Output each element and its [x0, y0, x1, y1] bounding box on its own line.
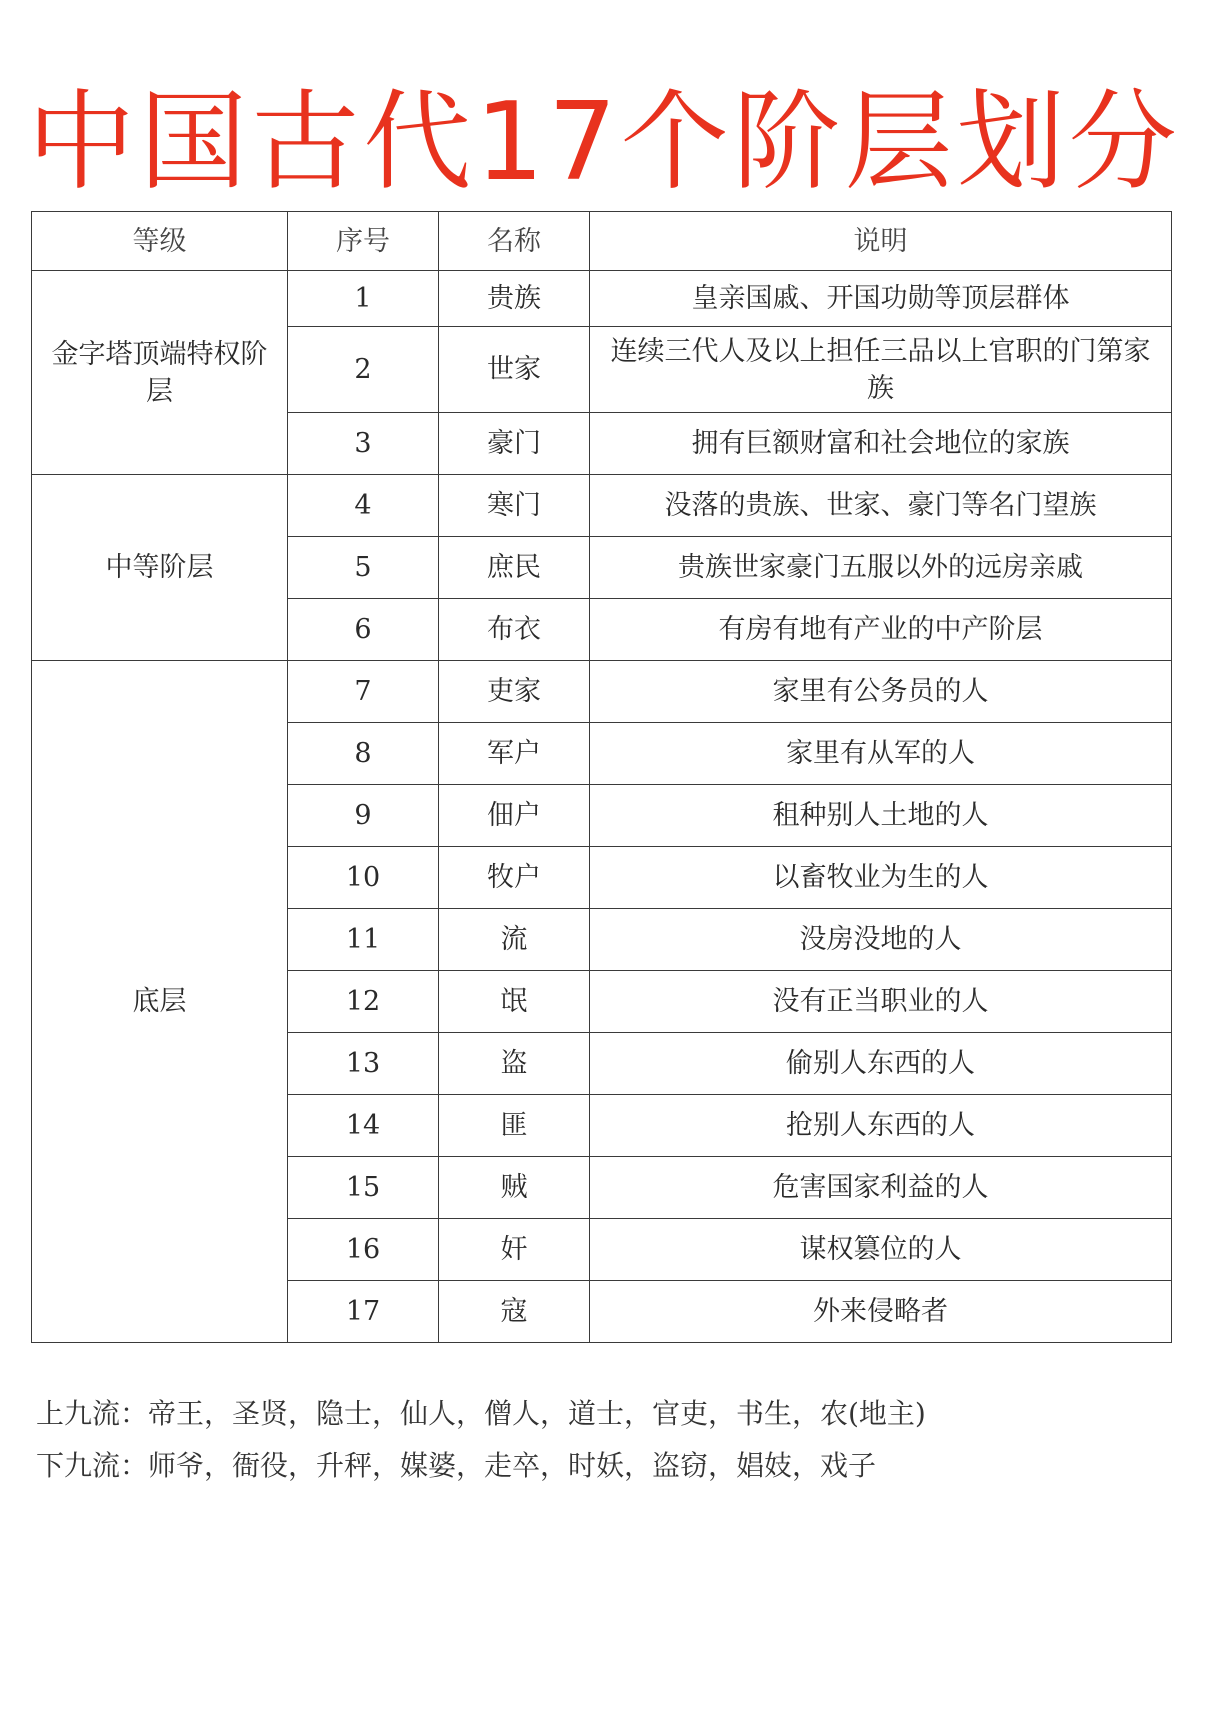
name-cell: 贵族 [439, 271, 590, 327]
number-cell: 13 [288, 1033, 439, 1095]
name-cell: 流 [439, 909, 590, 971]
footnotes [36, 1388, 1166, 1492]
number-cell: 8 [288, 723, 439, 785]
name-cell: 布衣 [439, 599, 590, 661]
name-cell: 吏家 [439, 661, 590, 723]
header-level: 等级 [32, 212, 288, 271]
number-cell: 10 [288, 847, 439, 909]
description-cell: 贵族世家豪门五服以外的远房亲戚 [590, 537, 1172, 599]
table-row [32, 661, 1172, 723]
name-cell: 寇 [439, 1281, 590, 1343]
description-cell: 有房有地有产业的中产阶层 [590, 599, 1172, 661]
number-cell: 14 [288, 1095, 439, 1157]
name-cell: 氓 [439, 971, 590, 1033]
description-cell: 家里有公务员的人 [590, 661, 1172, 723]
description-cell: 抢别人东西的人 [590, 1095, 1172, 1157]
description-cell: 皇亲国戚、开国功勋等顶层群体 [590, 271, 1172, 327]
name-cell: 豪门 [439, 413, 590, 475]
lower-nine-streams-note: 下九流：师爷，衙役，升秤，媒婆，走卒，时妖，盗窃，娼妓，戏子 [36, 1449, 877, 1482]
level-cell: 底层 [32, 661, 288, 1343]
name-cell: 贼 [439, 1157, 590, 1219]
number-cell: 15 [288, 1157, 439, 1219]
page-title: 中国古代17个阶层划分 [27, 80, 1181, 205]
level-cell: 中等阶层 [32, 475, 288, 661]
name-cell: 盗 [439, 1033, 590, 1095]
description-cell: 外来侵略者 [590, 1281, 1172, 1343]
name-cell: 寒门 [439, 475, 590, 537]
number-cell: 17 [288, 1281, 439, 1343]
description-cell: 家里有从军的人 [590, 723, 1172, 785]
description-cell: 没房没地的人 [590, 909, 1172, 971]
name-cell: 牧户 [439, 847, 590, 909]
number-cell: 5 [288, 537, 439, 599]
description-cell: 以畜牧业为生的人 [590, 847, 1172, 909]
description-cell: 偷别人东西的人 [590, 1033, 1172, 1095]
table-row [32, 271, 1172, 327]
description-cell: 谋权篡位的人 [590, 1219, 1172, 1281]
name-cell: 庶民 [439, 537, 590, 599]
number-cell: 7 [288, 661, 439, 723]
name-cell: 军户 [439, 723, 590, 785]
number-cell: 2 [288, 327, 439, 413]
name-cell: 奸 [439, 1219, 590, 1281]
header-name: 名称 [439, 212, 590, 271]
number-cell: 11 [288, 909, 439, 971]
number-cell: 3 [288, 413, 439, 475]
table-row [32, 475, 1172, 537]
number-cell: 4 [288, 475, 439, 537]
header-number: 序号 [288, 212, 439, 271]
number-cell: 16 [288, 1219, 439, 1281]
description-cell: 租种别人土地的人 [590, 785, 1172, 847]
number-cell: 9 [288, 785, 439, 847]
header-description: 说明 [590, 212, 1172, 271]
description-cell: 连续三代人及以上担任三品以上官职的门第家族 [590, 327, 1172, 413]
class-table [31, 211, 1172, 1343]
description-cell: 没有正当职业的人 [590, 971, 1172, 1033]
number-cell: 12 [288, 971, 439, 1033]
description-cell: 危害国家利益的人 [590, 1157, 1172, 1219]
name-cell: 世家 [439, 327, 590, 413]
level-cell: 金字塔顶端特权阶层 [32, 271, 288, 475]
table-header-row [32, 212, 1172, 271]
description-cell: 没落的贵族、世家、豪门等名门望族 [590, 475, 1172, 537]
name-cell: 佃户 [439, 785, 590, 847]
description-cell: 拥有巨额财富和社会地位的家族 [590, 413, 1172, 475]
number-cell: 6 [288, 599, 439, 661]
upper-nine-streams-note: 上九流：帝王，圣贤，隐士，仙人，僧人，道士，官吏，书生，农(地主) [36, 1397, 926, 1430]
name-cell: 匪 [439, 1095, 590, 1157]
number-cell: 1 [288, 271, 439, 327]
